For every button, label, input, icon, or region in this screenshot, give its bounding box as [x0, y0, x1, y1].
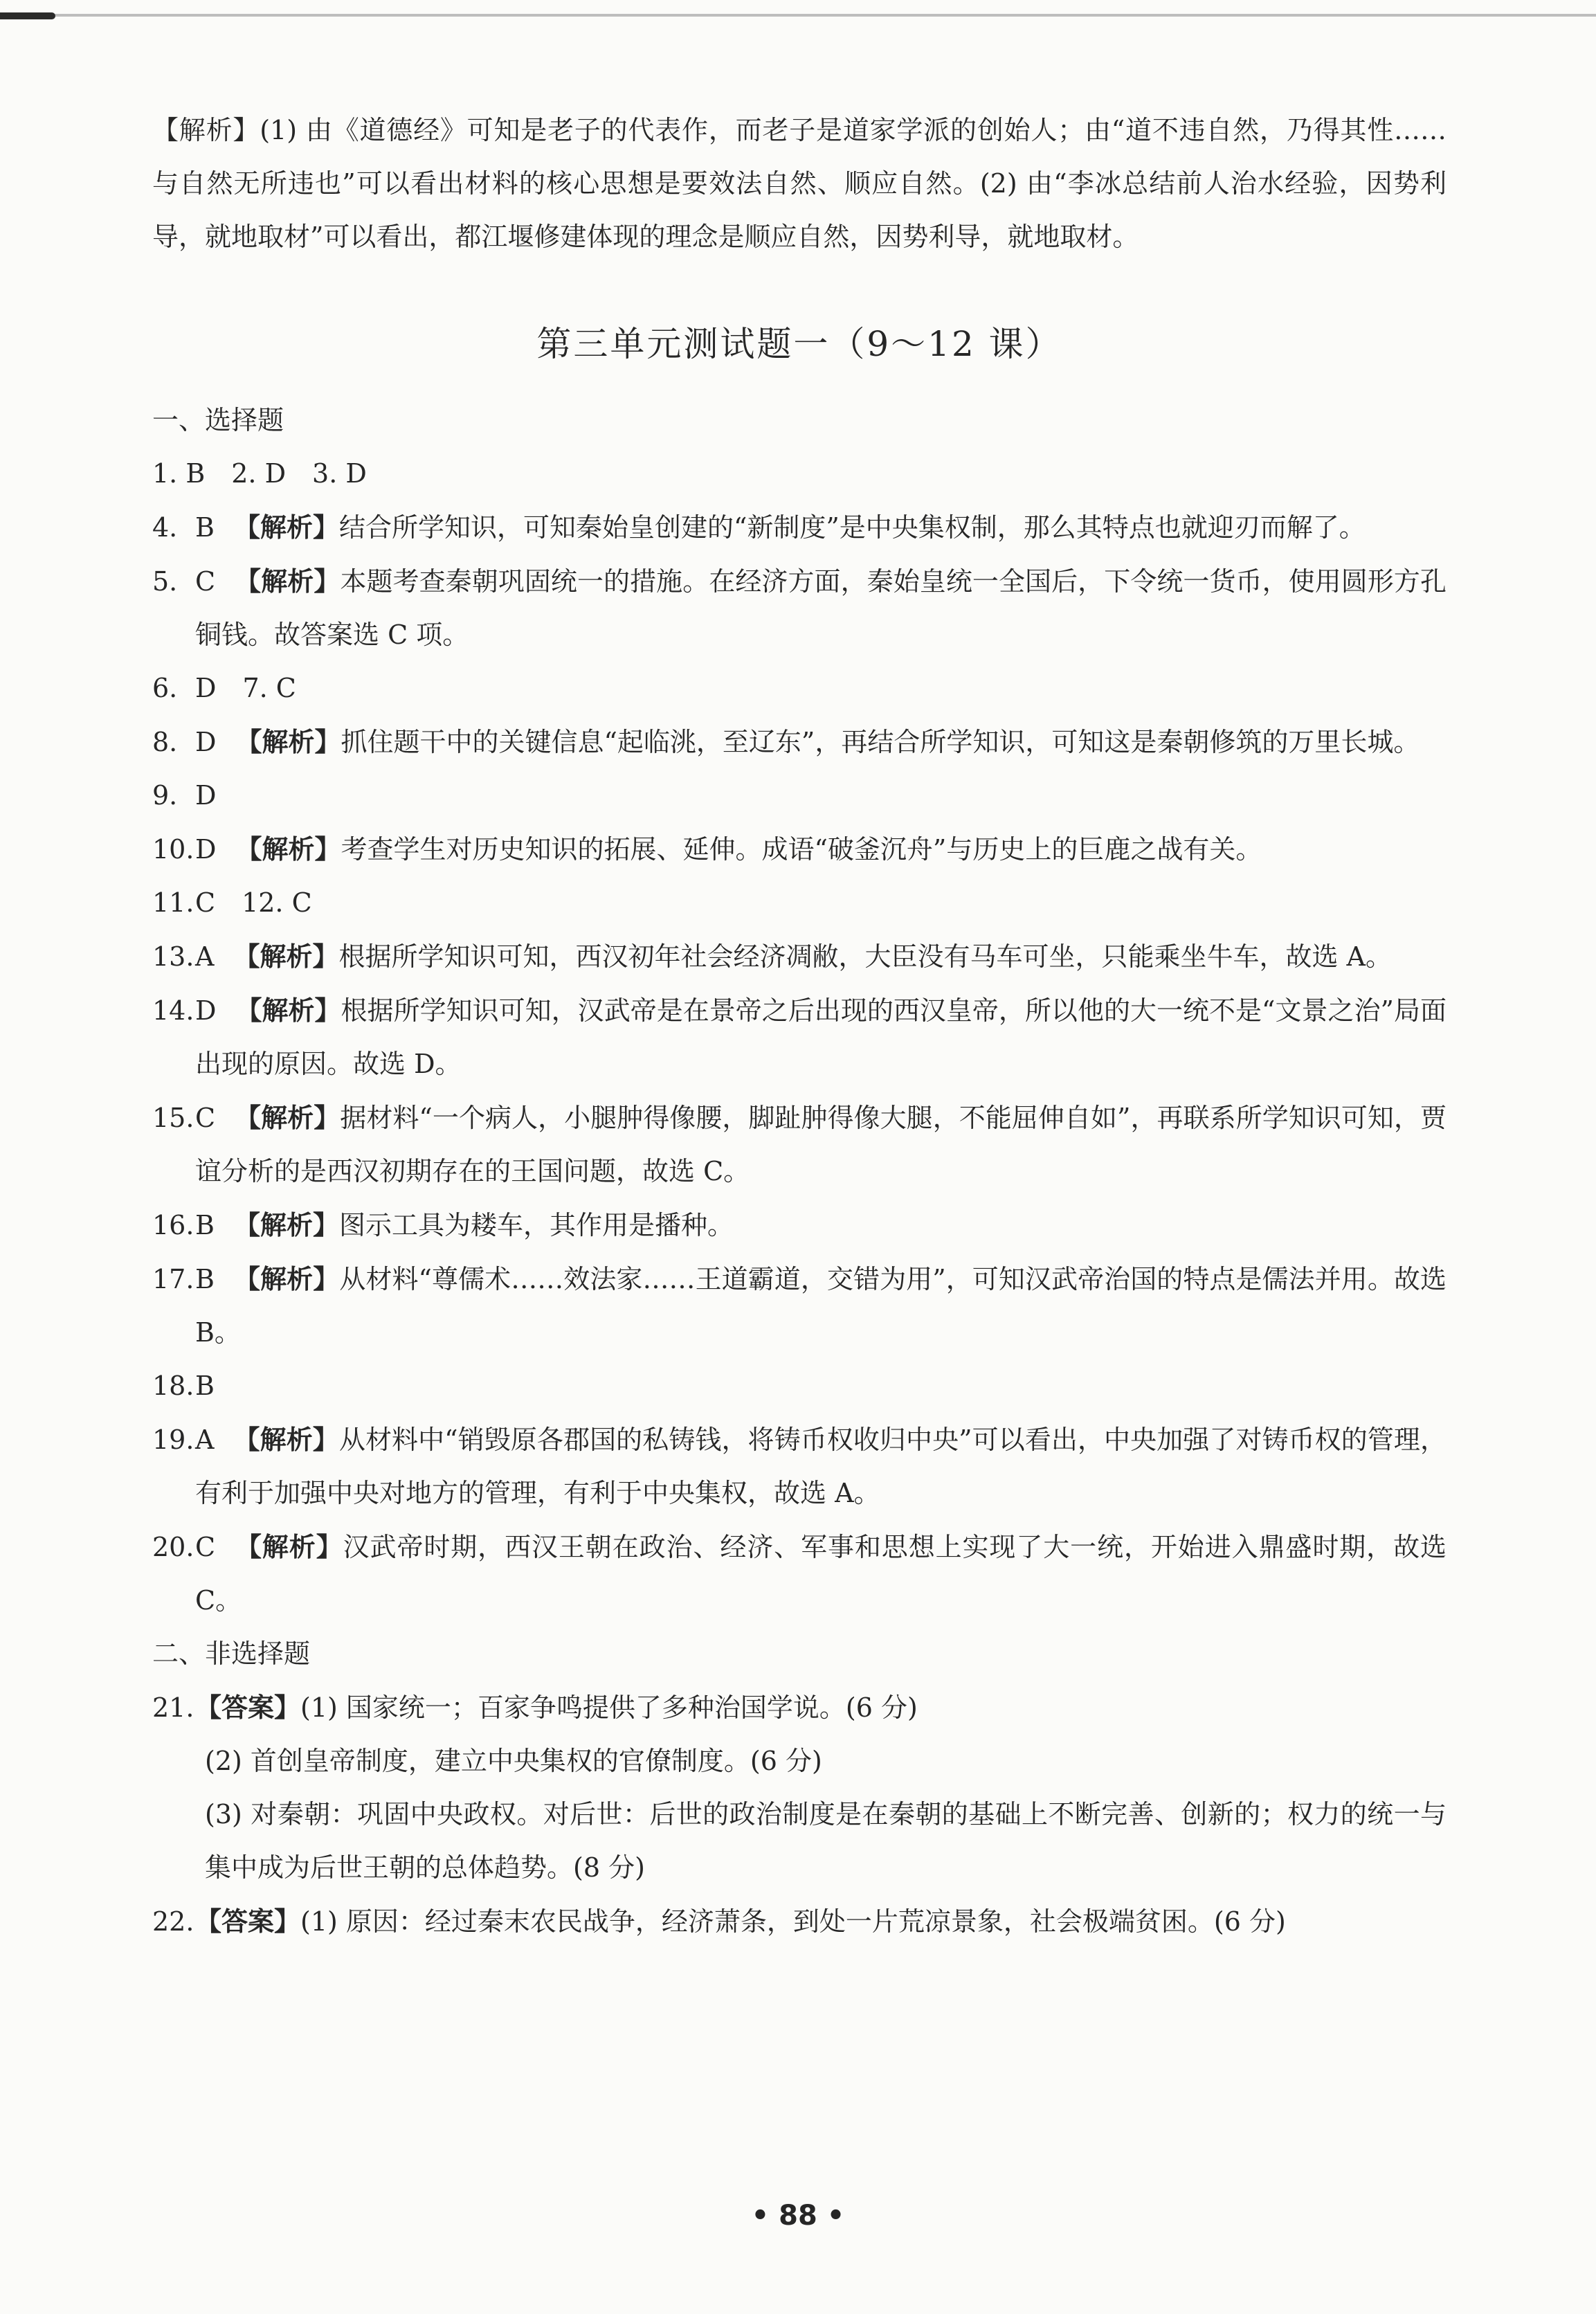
- analysis-text: 本题考查秦朝巩固统一的措施。在经济方面，秦始皇统一全国后，下令统一货币，使用圆形方孔铜钱。故答案选 C 项。: [195, 566, 1447, 650]
- question-number: 13.: [152, 941, 194, 972]
- answer-item: [152, 930, 1447, 984]
- answer-line: (1) 国家统一；百家争鸣提供了多种治国学说。(6 分): [300, 1692, 918, 1723]
- page-content: [152, 104, 1447, 1949]
- answer-letter: C: [195, 566, 216, 597]
- answer-tag: 【答案】: [195, 1692, 301, 1723]
- analysis-text: 从材料中“销毁原各郡国的私铸钱，将铸币权收归中央”可以看出，中央加强了对铸币权的管理，有利于加强中央对地方的管理，有利于中央集权，故选 A。: [195, 1425, 1447, 1508]
- question-number: 21.: [152, 1692, 194, 1723]
- analysis-tag: 【解析】: [235, 1531, 343, 1562]
- question-number: 19.: [152, 1425, 194, 1455]
- answer-item: [152, 822, 1447, 876]
- analysis-text: 据材料“一个病人，小腿肿得像腰，脚趾肿得像大腿，不能屈伸自如”，再联系所学知识可知，贾谊分析的是西汉初期存在的王国问题，故选 C。: [195, 1103, 1447, 1186]
- question-22: [152, 1895, 1447, 1949]
- analysis-tag: 【解析】: [235, 566, 341, 597]
- answer-letter: D: [195, 780, 217, 811]
- question-number: 16.: [152, 1210, 194, 1240]
- answer-letter: A: [195, 941, 215, 972]
- answer-list: [152, 500, 1447, 1627]
- answer-letter: B: [195, 512, 215, 543]
- answer-item: [152, 1198, 1447, 1252]
- question-21-part3: (3) 对秦朝：巩固中央政权。对后世：后世的政治制度是在秦朝的基础上不断完善、创新的；权力的统一与集中成为后世王朝的总体趋势。(8 分): [205, 1799, 1447, 1883]
- answer-item: [152, 662, 1447, 715]
- answer-letter: B: [195, 1371, 215, 1401]
- question-number: 6.: [152, 673, 178, 703]
- answer-letter: D: [195, 834, 217, 865]
- answer-letter: D: [195, 995, 217, 1026]
- analysis-text: 抓住题干中的关键信息“起临洮，至辽东”，再结合所学知识，可知这是秦朝修筑的万里长城。: [341, 727, 1420, 757]
- analysis-text: 根据所学知识可知，西汉初年社会经济凋敝，大臣没有马车可坐，只能乘坐牛车，故选 A。: [338, 941, 1392, 972]
- section-heading-choice: 一、选择题: [152, 405, 284, 435]
- question-21-part2: (2) 首创皇帝制度，建立中央集权的官僚制度。(6 分): [205, 1746, 822, 1776]
- question-number: 18.: [152, 1371, 194, 1401]
- top-rule-mark: [0, 12, 55, 19]
- answer-item: [152, 1520, 1447, 1627]
- answer-item: [152, 554, 1447, 662]
- analysis-text: 结合所学知识，可知秦始皇创建的“新制度”是中央集权制，那么其特点也就迎刃而解了。: [338, 512, 1366, 543]
- answer-letter: A: [195, 1425, 215, 1455]
- analysis-tag: 【解析】: [235, 726, 341, 757]
- answer-item: [152, 984, 1447, 1091]
- answer-item: [152, 769, 1447, 822]
- question-21: [152, 1681, 1447, 1735]
- section-heading-nonchoice: 二、非选择题: [152, 1638, 311, 1669]
- page-title: 第三单元测试题一（9～12 课）: [536, 324, 1062, 364]
- analysis-tag: 【解析】: [235, 833, 341, 865]
- intro-paragraph: 【解析】(1) 由《道德经》可知是老子的代表作，而老子是道家学派的创始人；由“道不违自然，乃得其性……与自然无所违也”可以看出材料的核心思想是要效法自然、顺应自然。(2) 由“李冰总结前人治水经验，因势利导，就地取材”可以看出，都江堰修建体现的理念是顺应自然，因势利导，就地取材。: [152, 115, 1447, 252]
- analysis-text: 考查学生对历史知识的拓展、延伸。成语“破釜沉舟”与历史上的巨鹿之战有关。: [341, 834, 1262, 865]
- answer-item: [152, 876, 1447, 930]
- analysis-tag: 【解析】: [233, 941, 339, 972]
- answer-letter: D: [195, 727, 217, 757]
- answer-letter: B: [195, 1264, 215, 1294]
- answer-item: [152, 1359, 1447, 1413]
- question-number: 4.: [152, 512, 178, 543]
- question-number: 14.: [152, 995, 194, 1026]
- answer-item: [152, 500, 1447, 554]
- answer-line: (1) 原因：经过秦末农民战争，经济萧条，到处一片荒凉景象，社会极端贫困。(6 分): [300, 1906, 1286, 1937]
- analysis-tag: 【解析】: [235, 1102, 341, 1133]
- answer-letter: D 7. C: [195, 673, 296, 703]
- answer-letter: C: [195, 1532, 216, 1562]
- answer-letter: B: [195, 1210, 215, 1240]
- question-number: 11.: [152, 887, 194, 918]
- answer-item: [152, 715, 1447, 769]
- top-rule: [0, 14, 1596, 17]
- analysis-tag: 【解析】: [233, 512, 339, 543]
- question-number: 20.: [152, 1532, 194, 1562]
- analysis-tag: 【解析】: [233, 1263, 340, 1294]
- answer-letter: C 12. C: [195, 887, 312, 918]
- question-number: 10.: [152, 834, 194, 865]
- question-number: 22.: [152, 1906, 194, 1937]
- question-number: 17.: [152, 1264, 194, 1294]
- analysis-tag: 【解析】: [235, 995, 341, 1026]
- answers-1-3: 1. B 2. D 3. D: [152, 458, 367, 489]
- answer-item: [152, 1091, 1447, 1198]
- question-number: 15.: [152, 1103, 194, 1133]
- question-number: 5.: [152, 566, 178, 597]
- answer-tag: 【答案】: [195, 1906, 301, 1937]
- page-number: • 88 •: [751, 2200, 845, 2232]
- question-number: 9.: [152, 780, 178, 811]
- answer-item: [152, 1252, 1447, 1359]
- analysis-text: 根据所学知识可知，汉武帝是在景帝之后出现的西汉皇帝，所以他的大一统不是“文景之治”局面出现的原因。故选 D。: [195, 995, 1447, 1079]
- analysis-tag: 【解析】: [233, 1209, 339, 1240]
- analysis-tag: 【解析】: [233, 1424, 339, 1455]
- question-number: 8.: [152, 727, 178, 757]
- answer-item: [152, 1413, 1447, 1520]
- analysis-text: 从材料“尊儒术……效法家……王道霸道，交错为用”，可知汉武帝治国的特点是儒法并用。故选 B。: [195, 1264, 1447, 1348]
- analysis-text: 图示工具为耧车，其作用是播种。: [338, 1210, 734, 1240]
- answer-letter: C: [195, 1103, 216, 1133]
- analysis-text: 汉武帝时期，西汉王朝在政治、经济、军事和思想上实现了大一统，开始进入鼎盛时期，故选 C。: [195, 1532, 1447, 1616]
